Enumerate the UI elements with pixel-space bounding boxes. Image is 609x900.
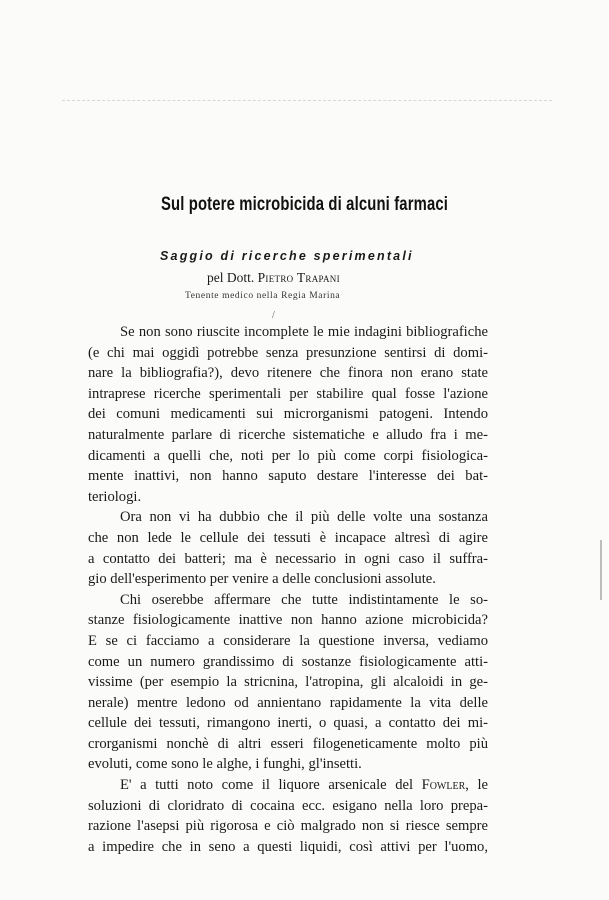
text-fragment: E' a tutti noto come il liquore arsenicale del (120, 777, 414, 794)
text-line: intraprese ricerche sperimentali per stabilire qual fosse l'azione (88, 385, 488, 402)
paragraph (88, 507, 488, 589)
article-subtitle: Saggio di ricerche sperimentali (160, 249, 414, 263)
text-line: naturalmente parlare di ricerche sistematiche e alludo fra i me- (88, 426, 488, 443)
text-line: soluzioni di cloridrato di cocaina ecc. esigano nella loro prepa- (88, 797, 488, 814)
scan-edge-mark (600, 540, 602, 600)
text-line: nerale) mentre ledono od annientano rapidamente la vita delle (88, 694, 488, 711)
paragraph (88, 775, 488, 857)
author-prefix: pel Dott. (207, 270, 255, 285)
header-rule (62, 100, 552, 101)
text-line: Ora non vi ha dubbio che il più delle volte una sostanza (120, 509, 488, 526)
text-line: teriologi. (88, 488, 142, 505)
text-line: Chi oserebbe affermare che tutte indistintamente le so- (120, 591, 488, 608)
text-line: vissime (per esempio la stricnina, l'atropina, gli alcaloidi in ge- (88, 674, 488, 691)
text-line: crorganismi nonchè di altri esseri filogeneticamente molto più (88, 735, 488, 752)
cited-name: Fowler (421, 777, 466, 794)
text-line: a impedire che in seno a questi liquidi, così attivi per l'uomo, (88, 838, 488, 855)
text-line: gio dell'esperimento per venire a delle conclusioni assolute. (88, 571, 436, 588)
text-line: come un numero grandissimo di sostanze fisiologicamente atti- (88, 653, 488, 670)
paragraph (88, 322, 488, 507)
text-line: dei comuni medicamenti sui microrganismi patogeni. Intendo (88, 406, 488, 423)
author-name: Pietro Trapani (257, 270, 340, 285)
author-line (207, 270, 340, 286)
article-body (88, 322, 488, 857)
text-line: Se non sono riuscite incomplete le mie indagini bibliografiche (120, 324, 488, 340)
paragraph (88, 590, 488, 775)
text-line: razione l'asepsi più rigorosa e ciò malgrado non si riesce sempre (88, 818, 488, 835)
text-line: a contatto dei batteri; ma è necessario in ogni caso il suffra- (88, 550, 488, 567)
text-line: (e chi mai oggidì potrebbe senza presunzione sentirsi di domi- (88, 344, 488, 361)
author-affiliation: Tenente medico nella Regia Marina (185, 291, 341, 301)
article-title: Sul potere microbicida di alcuni farmaci (160, 194, 449, 215)
text-line: evoluti, come sono le alghe, i funghi, gl'insetti. (88, 756, 362, 773)
stray-mark: / (272, 310, 275, 321)
text-line: E se ci facciamo a considerare la questione inversa, vediamo (88, 632, 488, 649)
text-line: mente inattivi, non hanno saputo destare l'interesse dei bat- (88, 468, 488, 485)
text-fragment: , le (465, 777, 488, 794)
text-line (88, 775, 488, 796)
text-line: che non lede le cellule dei tessuti è incapace altresì di agire (88, 529, 488, 546)
text-line: cellule dei tessuti, rimangono inerti, o quasi, a contatto dei mi- (88, 715, 488, 732)
text-line: dicamenti a quelli che, noti per lo più come corpi fisiologica- (88, 447, 488, 464)
text-line: nare la bibliografia?), devo ritenere che finora non erano state (88, 365, 488, 382)
text-line: stanze fisiologicamente inattive non hanno azione microbicida? (88, 612, 488, 629)
